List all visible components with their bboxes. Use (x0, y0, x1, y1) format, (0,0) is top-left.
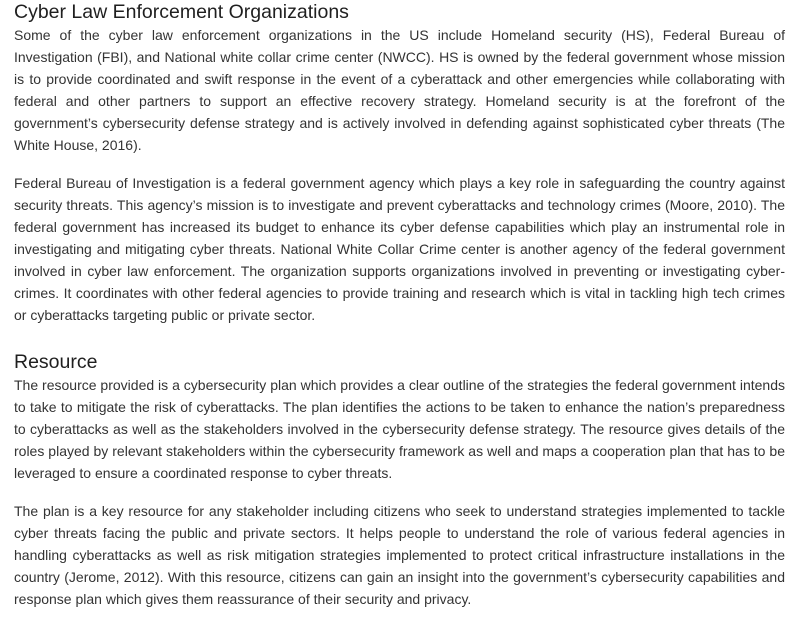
section-resource (14, 350, 785, 610)
section-heading: Resource (14, 351, 98, 373)
paragraph: Federal Bureau of Investigation is a federal government agency which plays a key role in safeguarding the country against security threats. This agency’s mission is to investigate and prevent cyberattacks and technology crimes (Moore, 2010). The federal government has increased its budget to enhance its cyber defense capabilities which play an instrumental role in investigating and mitigating cyber threats. National White Collar Crime center is another agency of the federal government involved in cyber law enforcement. The organization supports organizations involved in preventing or investigating cyber-crimes. It coordinates with other federal agencies to provide training and research which is vital in tackling high tech crimes or cyberattacks targeting public or private sector. (14, 175, 785, 323)
section-cyber-law-enforcement (14, 0, 785, 326)
section-heading: Cyber Law Enforcement Organizations (14, 1, 349, 23)
paragraph: The resource provided is a cybersecurity plan which provides a clear outline of the strategies the federal government intends to take to mitigate the risk of cyberattacks. The plan identifies the actions to be taken to enhance the nation’s preparedness to cyberattacks as well as the stakeholders involved in the cybersecurity defense strategy. The resource gives details of the roles played by relevant stakeholders within the cybersecurity framework as well and maps a cooperation plan that has to be leveraged to ensure a coordinated response to cyber threats. (14, 377, 785, 481)
paragraph: The plan is a key resource for any stakeholder including citizens who seek to understand strategies implemented to tackle cyber threats facing the public and private sectors. It helps people to understand the role of various federal agencies in handling cyberattacks as well as risk mitigation strategies implemented to protect critical infrastructure installations in the country (Jerome, 2012). With this resource, citizens can gain an insight into the government’s cybersecurity capabilities and response plan which gives them reassurance of their security and privacy. (14, 503, 785, 607)
document-page (14, 0, 785, 610)
paragraph: Some of the cyber law enforcement organizations in the US include Homeland security (HS), Federal Bureau of Investigation (FBI), and National white collar crime center (NWCC). HS is owned by the federal government whose mission is to provide coordinated and swift response in the event of a cyberattack and other emergencies while collaborating with federal and other partners to support an effective recovery strategy. Homeland security is at the forefront of the government’s cybersecurity defense strategy and is actively involved in defending against sophisticated cyber threats (The White House, 2016). (14, 27, 785, 153)
